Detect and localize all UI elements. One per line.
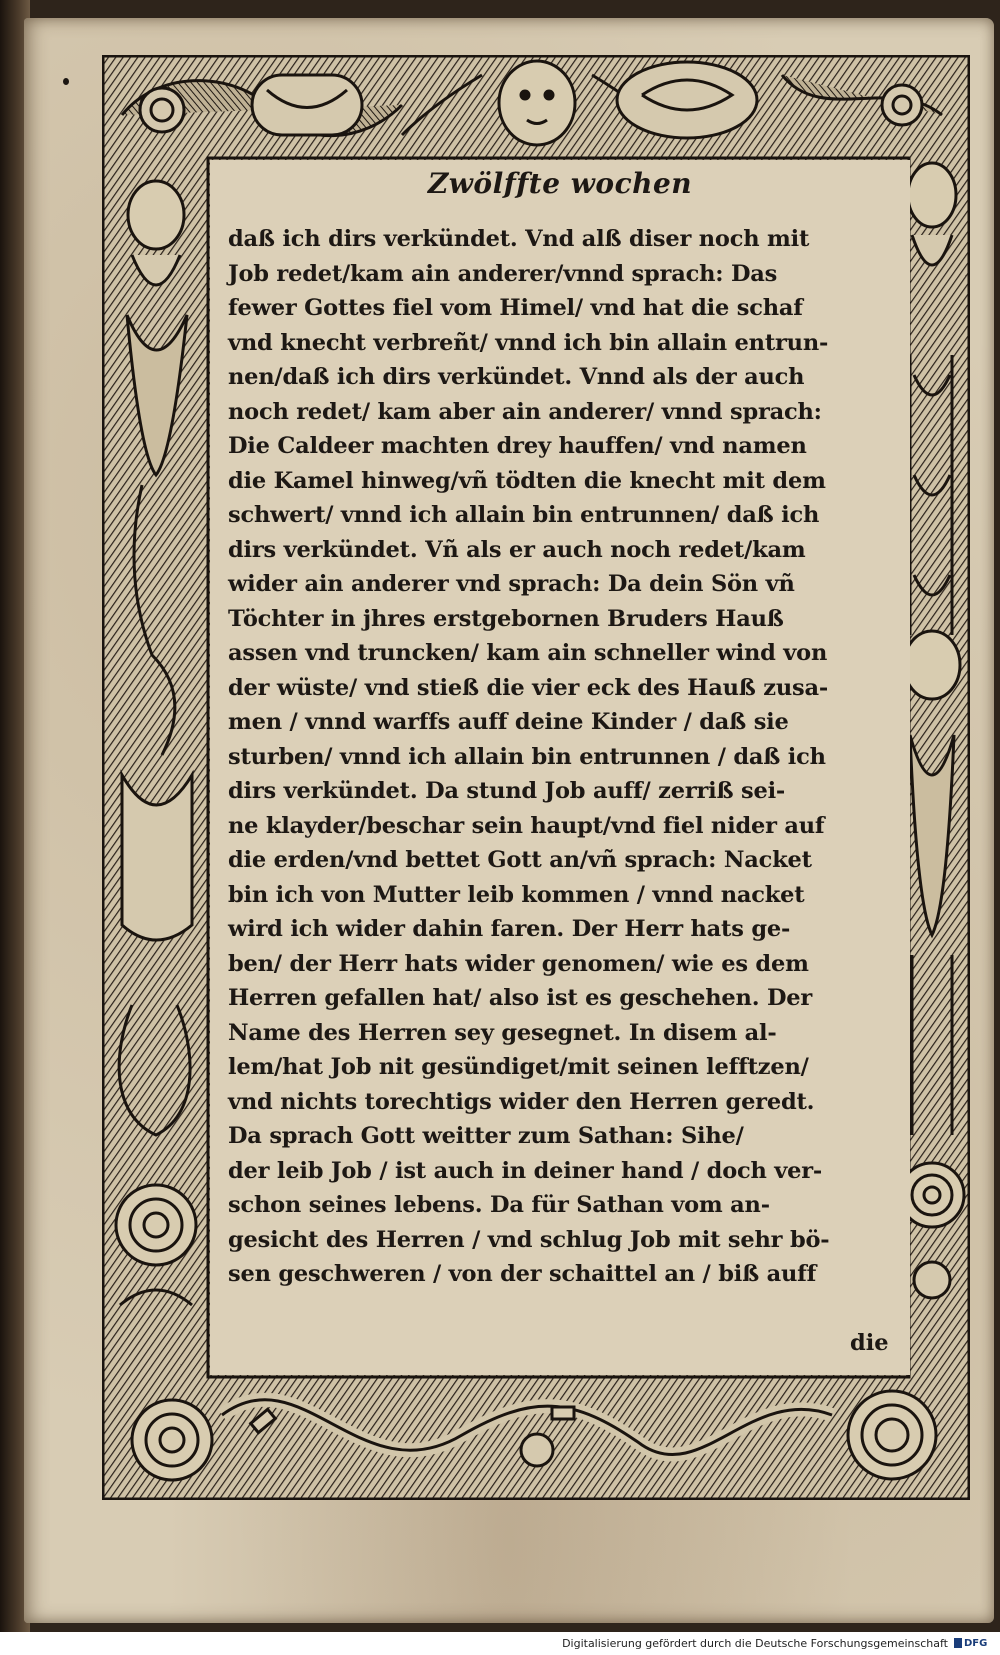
text-line: nen/daß ich dirs verkündet. Vnnd als der auch <box>228 364 805 390</box>
ink-spot <box>63 78 69 85</box>
text-line: schwert/ vnnd ich allain bin entrunnen/ daß ich <box>228 502 820 528</box>
text-line: ne klayder/beschar sein haupt/vnd fiel nider auf <box>228 812 825 839</box>
running-head: Zwölffte wochen <box>427 167 693 200</box>
dfg-logo-text: DFG <box>964 1637 988 1649</box>
footer-credit: Digitalisierung gefördert durch die Deutsche Forschungsgemeinschaft <box>562 1637 948 1650</box>
text-line: fewer Gottes fiel vom Himel/ vnd hat die schaf <box>228 295 803 321</box>
text-line: gesicht des Herren / vnd schlug Job mit sehr bö- <box>228 1226 830 1253</box>
text-line: die erden/vnd bettet Gott an/vñ sprach: Nacket <box>228 847 812 873</box>
text-line: noch redet/ kam aber ain anderer/ vnnd sprach: <box>228 398 822 425</box>
text-line: Name des Herren sey gesegnet. In disem al- <box>228 1019 777 1046</box>
body-text <box>228 222 918 1292</box>
text-line: der wüste/ vnd stieß die vier eck des Hauß zusa- <box>228 674 829 701</box>
text-line: dirs verkündet. Vñ als er auch noch redet/kam <box>228 536 806 563</box>
text-line: Job redet/kam ain anderer/vnnd sprach: Das <box>228 260 778 287</box>
text-line: vnd nichts torechtigs wider den Herren geredt. <box>228 1088 815 1115</box>
text-line: Töchter in jhres erstgebornen Bruders Hauß <box>228 605 784 632</box>
text-line: assen vnd truncken/ kam ain schneller wind von <box>228 640 828 666</box>
text-line: lem/hat Job nit gesündiget/mit seinen lefftzen/ <box>228 1054 809 1080</box>
text-line: daß ich dirs verkündet. Vnd alß diser noch mit <box>228 226 810 252</box>
text-line: der leib Job / ist auch in deiner hand / doch ver- <box>228 1157 823 1184</box>
catchword: die <box>850 1330 889 1356</box>
text-line: sturben/ vnnd ich allain bin entrunnen / daß ich <box>228 743 826 770</box>
text-line: Herren gefallen hat/ also ist es geschehen. Der <box>228 985 813 1011</box>
text-line: dirs verkündet. Da stund Job auff/ zerriß sei- <box>228 778 786 804</box>
dfg-logo-mark-icon <box>954 1638 962 1648</box>
text-line: bin ich von Mutter leib kommen / vnnd nacket <box>228 881 805 908</box>
dfg-logo <box>954 1636 994 1650</box>
text-line: die Kamel hinweg/vñ tödten die knecht mit dem <box>228 467 826 494</box>
text-line: men / vnnd warffs auff deine Kinder / daß sie <box>228 709 789 735</box>
text-line: wider ain anderer vnd sprach: Da dein Sön vñ <box>228 571 795 597</box>
text-line: Da sprach Gott weitter zum Sathan: Sihe/ <box>228 1123 744 1149</box>
text-line: schon seines lebens. Da für Sathan vom an- <box>228 1192 770 1218</box>
text-line: Die Caldeer machten drey hauffen/ vnd namen <box>228 433 807 459</box>
text-line: wird ich wider dahin faren. Der Herr hats ge- <box>228 916 791 942</box>
text-line: vnd knecht verbreñt/ vnnd ich bin allain entrun- <box>228 329 829 356</box>
text-line: ben/ der Herr hats wider genomen/ wie es dem <box>228 950 809 977</box>
text-line: sen geschweren / von der schaittel an / biß auff <box>228 1261 817 1287</box>
